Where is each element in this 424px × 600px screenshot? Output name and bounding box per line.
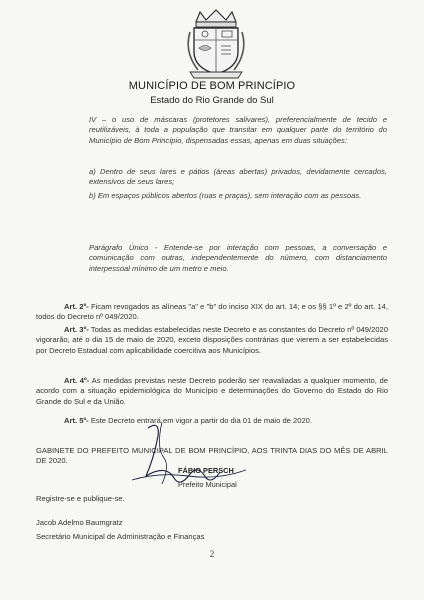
secretary-role: Secretário Municipal de Administração e Finanças — [36, 532, 205, 541]
municipal-crest-icon — [184, 8, 248, 80]
state-subtitle: Estado do Rio Grande do Sul — [150, 95, 274, 106]
article-2-text: Ficam revogados as alíneas "a" e "b" do inciso XIX do art. 14; e os §§ 1º e 2º do art. 14, todos do Decreto nº 049/2020. — [36, 302, 388, 322]
item-iv-paragraph: IV – o uso de máscaras (protetores salivares), preferencialmente de tecido e reutilizáveis, à toda a população que transitar em qualquer parte do território do Município de Bom Princípio, dispensadas essas, apenas em duas situações: — [89, 115, 387, 145]
secretary-name: Jacob Adelmo Baumgratz — [36, 518, 123, 527]
item-b-paragraph: b) Em espaços públicos abertos (ruas e praças), sem interação com as pessoas. — [89, 191, 362, 200]
article-3-label: Art. 3º- — [64, 325, 89, 334]
municipality-title: MUNICÍPIO DE BOM PRINCÍPIO — [128, 80, 296, 92]
article-4 — [36, 376, 388, 407]
article-4-label: Art. 4º- — [64, 376, 90, 385]
signatory-role: Prefeito Municipal — [178, 480, 237, 489]
paragrafo-unico: Parágrafo Único - Entende-se por interação com pessoas, a conversação e comunicação com outras, independentemente do número, com distanciamento interpessoal mínimo de um metro e meio. — [89, 243, 387, 273]
article-5-label: Art. 5º- — [64, 416, 89, 425]
closing-statement: GABINETE DO PREFEITO MUNICIPAL DE BOM PRINCÍPIO, AOS TRINTA DIAS DO MÊS DE ABRIL DE 2020. — [36, 446, 388, 466]
page-number: 2 — [209, 549, 215, 559]
article-4-text: As medidas previstas neste Decreto poderão ser reavaliadas a qualquer momento, de acordo com a situação epidemiológica do Município e determinações do Governo do Estado do Rio Grande do Sul e da União. — [36, 376, 389, 406]
article-3 — [36, 325, 388, 356]
publish-note: Registre-se e publique-se. — [36, 494, 125, 503]
signatory-name: FÁBIO PERSCH — [178, 466, 234, 475]
item-a-paragraph: a) Dentro de seus lares e pátios (áreas abertas) privados, devidamente cercados, extensivos de seus lares; — [89, 167, 387, 187]
article-5-text: Este Decreto entrará em vigor a partir do dia 01 de maio de 2020. — [88, 416, 313, 425]
article-2 — [36, 302, 388, 323]
article-2-label: Art. 2º- — [64, 302, 89, 311]
article-3-text: Todas as medidas estabelecidas neste Decreto e as constantes do Decreto nº 049/2020 vigorarão, até o dia 15 de maio de 2020, exceto disposições contrárias que vierem a ser estabelecidas por Decreto Estadual com aplicabilidade coercitiva aos Municípios. — [36, 325, 388, 355]
